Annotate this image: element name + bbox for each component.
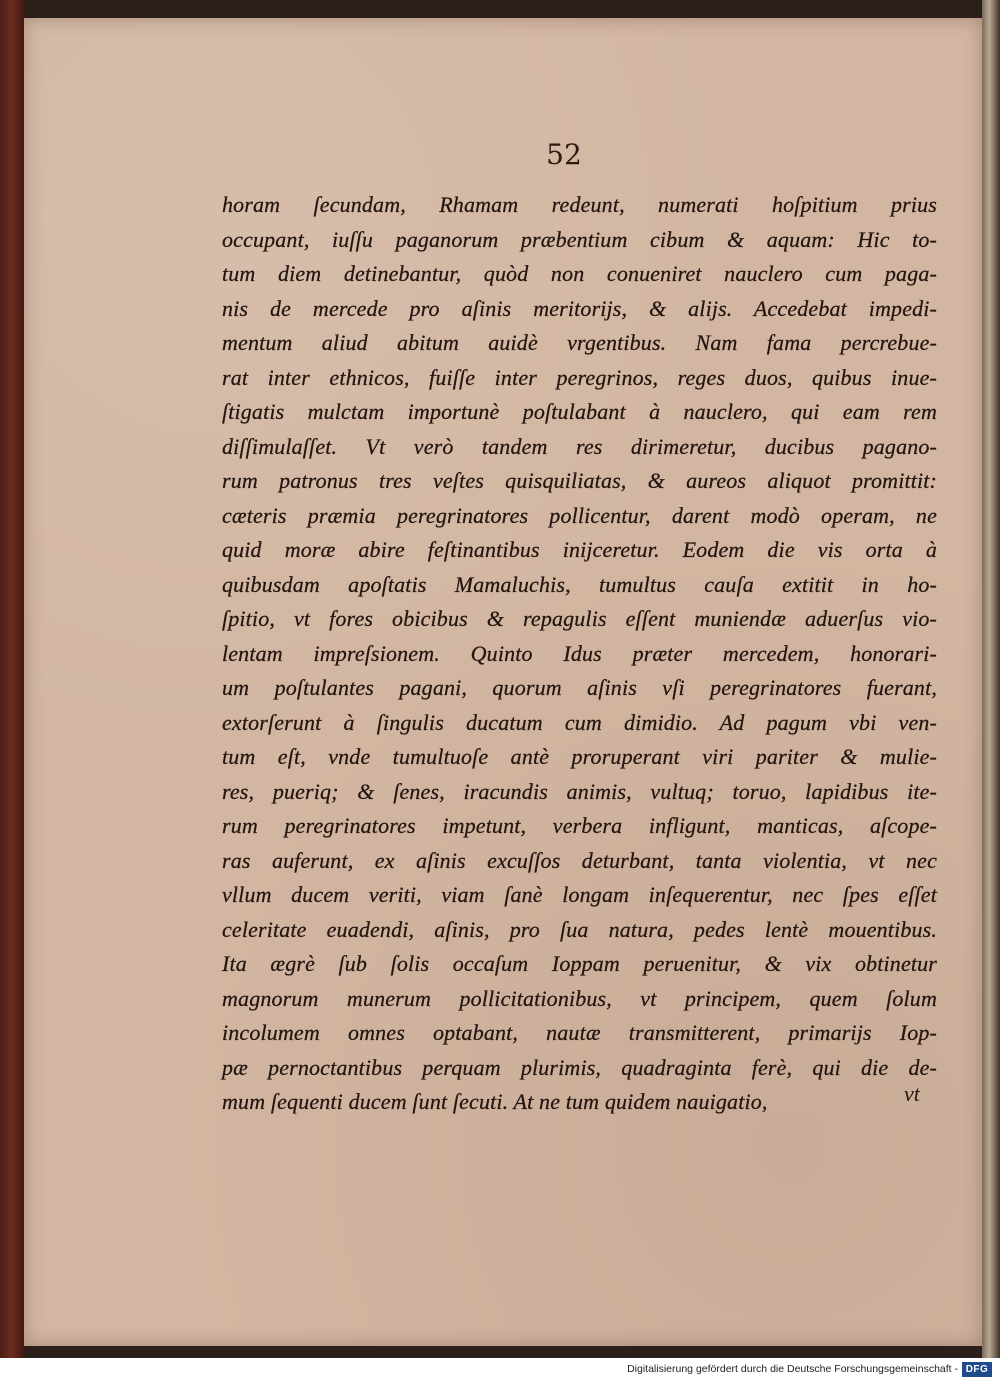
digitization-footer	[0, 1358, 1000, 1383]
text-line: horam ſecundam, Rhamam redeunt, numerati hoſpitium prius	[222, 192, 937, 217]
text-line: um poſtulantes pagani, quorum aſinis vſi peregrinatores fuerant,	[222, 675, 937, 700]
text-line: ſtigatis mulctam importunè poſtulabant à nauclero, qui eam rem	[222, 399, 937, 424]
text-line: rum patronus tres veſtes quisquiliatas, & aureos aliquot promittit:	[222, 468, 937, 493]
book-page	[24, 18, 982, 1346]
text-line: magnorum munerum pollicitationibus, vt principem, quem ſolum	[222, 985, 937, 1011]
text-line: mum ſequenti ducem ſunt ſecuti. At ne tum quidem nauigatio,	[222, 1089, 768, 1114]
text-line: Ita ægrè ſub ſolis occaſum Ioppam peruenitur, & vix obtinetur	[222, 951, 937, 976]
page-number: 52	[546, 138, 582, 171]
dfg-logo: DFG	[962, 1362, 992, 1377]
footer-credit-text: Digitalisierung gefördert durch die Deutsche Forschungsgemeinschaft -	[627, 1363, 958, 1375]
text-line: nis de mercede pro aſinis meritorijs, & alijs. Accedebat impedi-	[222, 295, 937, 321]
text-line: ſpitio, vt fores obicibus & repagulis eſſent muniendæ aduerſus vio-	[222, 606, 937, 631]
text-line: extorſerunt à ſingulis ducatum cum dimidio. Ad pagum vbi ven-	[222, 709, 937, 735]
text-line: cæteris præmia peregrinatores pollicentur, darent modò operam, ne	[222, 502, 937, 528]
text-line: quid moræ abire feſtinantibus inijceretur. Eodem die vis orta à	[222, 537, 937, 562]
text-line: ras auferunt, ex aſinis excuſſos deturbant, tanta violentia, vt nec	[222, 847, 937, 873]
text-line: lentam impreſsionem. Quinto Idus præter mercedem, honorari-	[222, 640, 937, 666]
text-line: quibusdam apoſtatis Mamaluchis, tumultus cauſa extitit in ho-	[222, 571, 937, 597]
text-line: incolumem omnes optabant, nautæ transmitterent, primarijs Iop-	[222, 1020, 937, 1045]
text-line: res, pueriq; & ſenes, iracundis animis, vultuq; toruo, lapidibus ite-	[222, 778, 937, 804]
text-line: pæ pernoctantibus perquam plurimis, quadraginta ferè, qui die de-	[222, 1054, 937, 1080]
text-line: tum diem detinebantur, quòd non conueniret nauclero cum paga-	[222, 261, 937, 286]
text-line: diſſimulaſſet. Vt verò tandem res dirimeretur, ducibus pagano-	[222, 433, 937, 459]
text-line: rum peregrinatores impetunt, verbera infligunt, manticas, aſcope-	[222, 813, 937, 838]
text-line: tum eſt, vnde tumultuoſe antè proruperant viri pariter & mulie-	[222, 744, 937, 769]
text-block	[222, 188, 937, 1120]
text-line: celeritate euadendi, aſinis, pro ſua natura, pedes lentè mouentibus.	[222, 916, 937, 942]
text-line: rat inter ethnicos, fuiſſe inter peregrinos, reges duos, quibus inue-	[222, 364, 937, 390]
text-line: occupant, iuſſu paganorum præbentium cibum & aquam: Hic to-	[222, 226, 937, 252]
catchword: vt	[904, 1081, 920, 1106]
text-line: vllum ducem veriti, viam ſanè longam inſequerentur, nec ſpes eſſet	[222, 882, 937, 907]
text-line: mentum aliud abitum auidè vrgentibus. Nam fama percrebue-	[222, 330, 937, 355]
